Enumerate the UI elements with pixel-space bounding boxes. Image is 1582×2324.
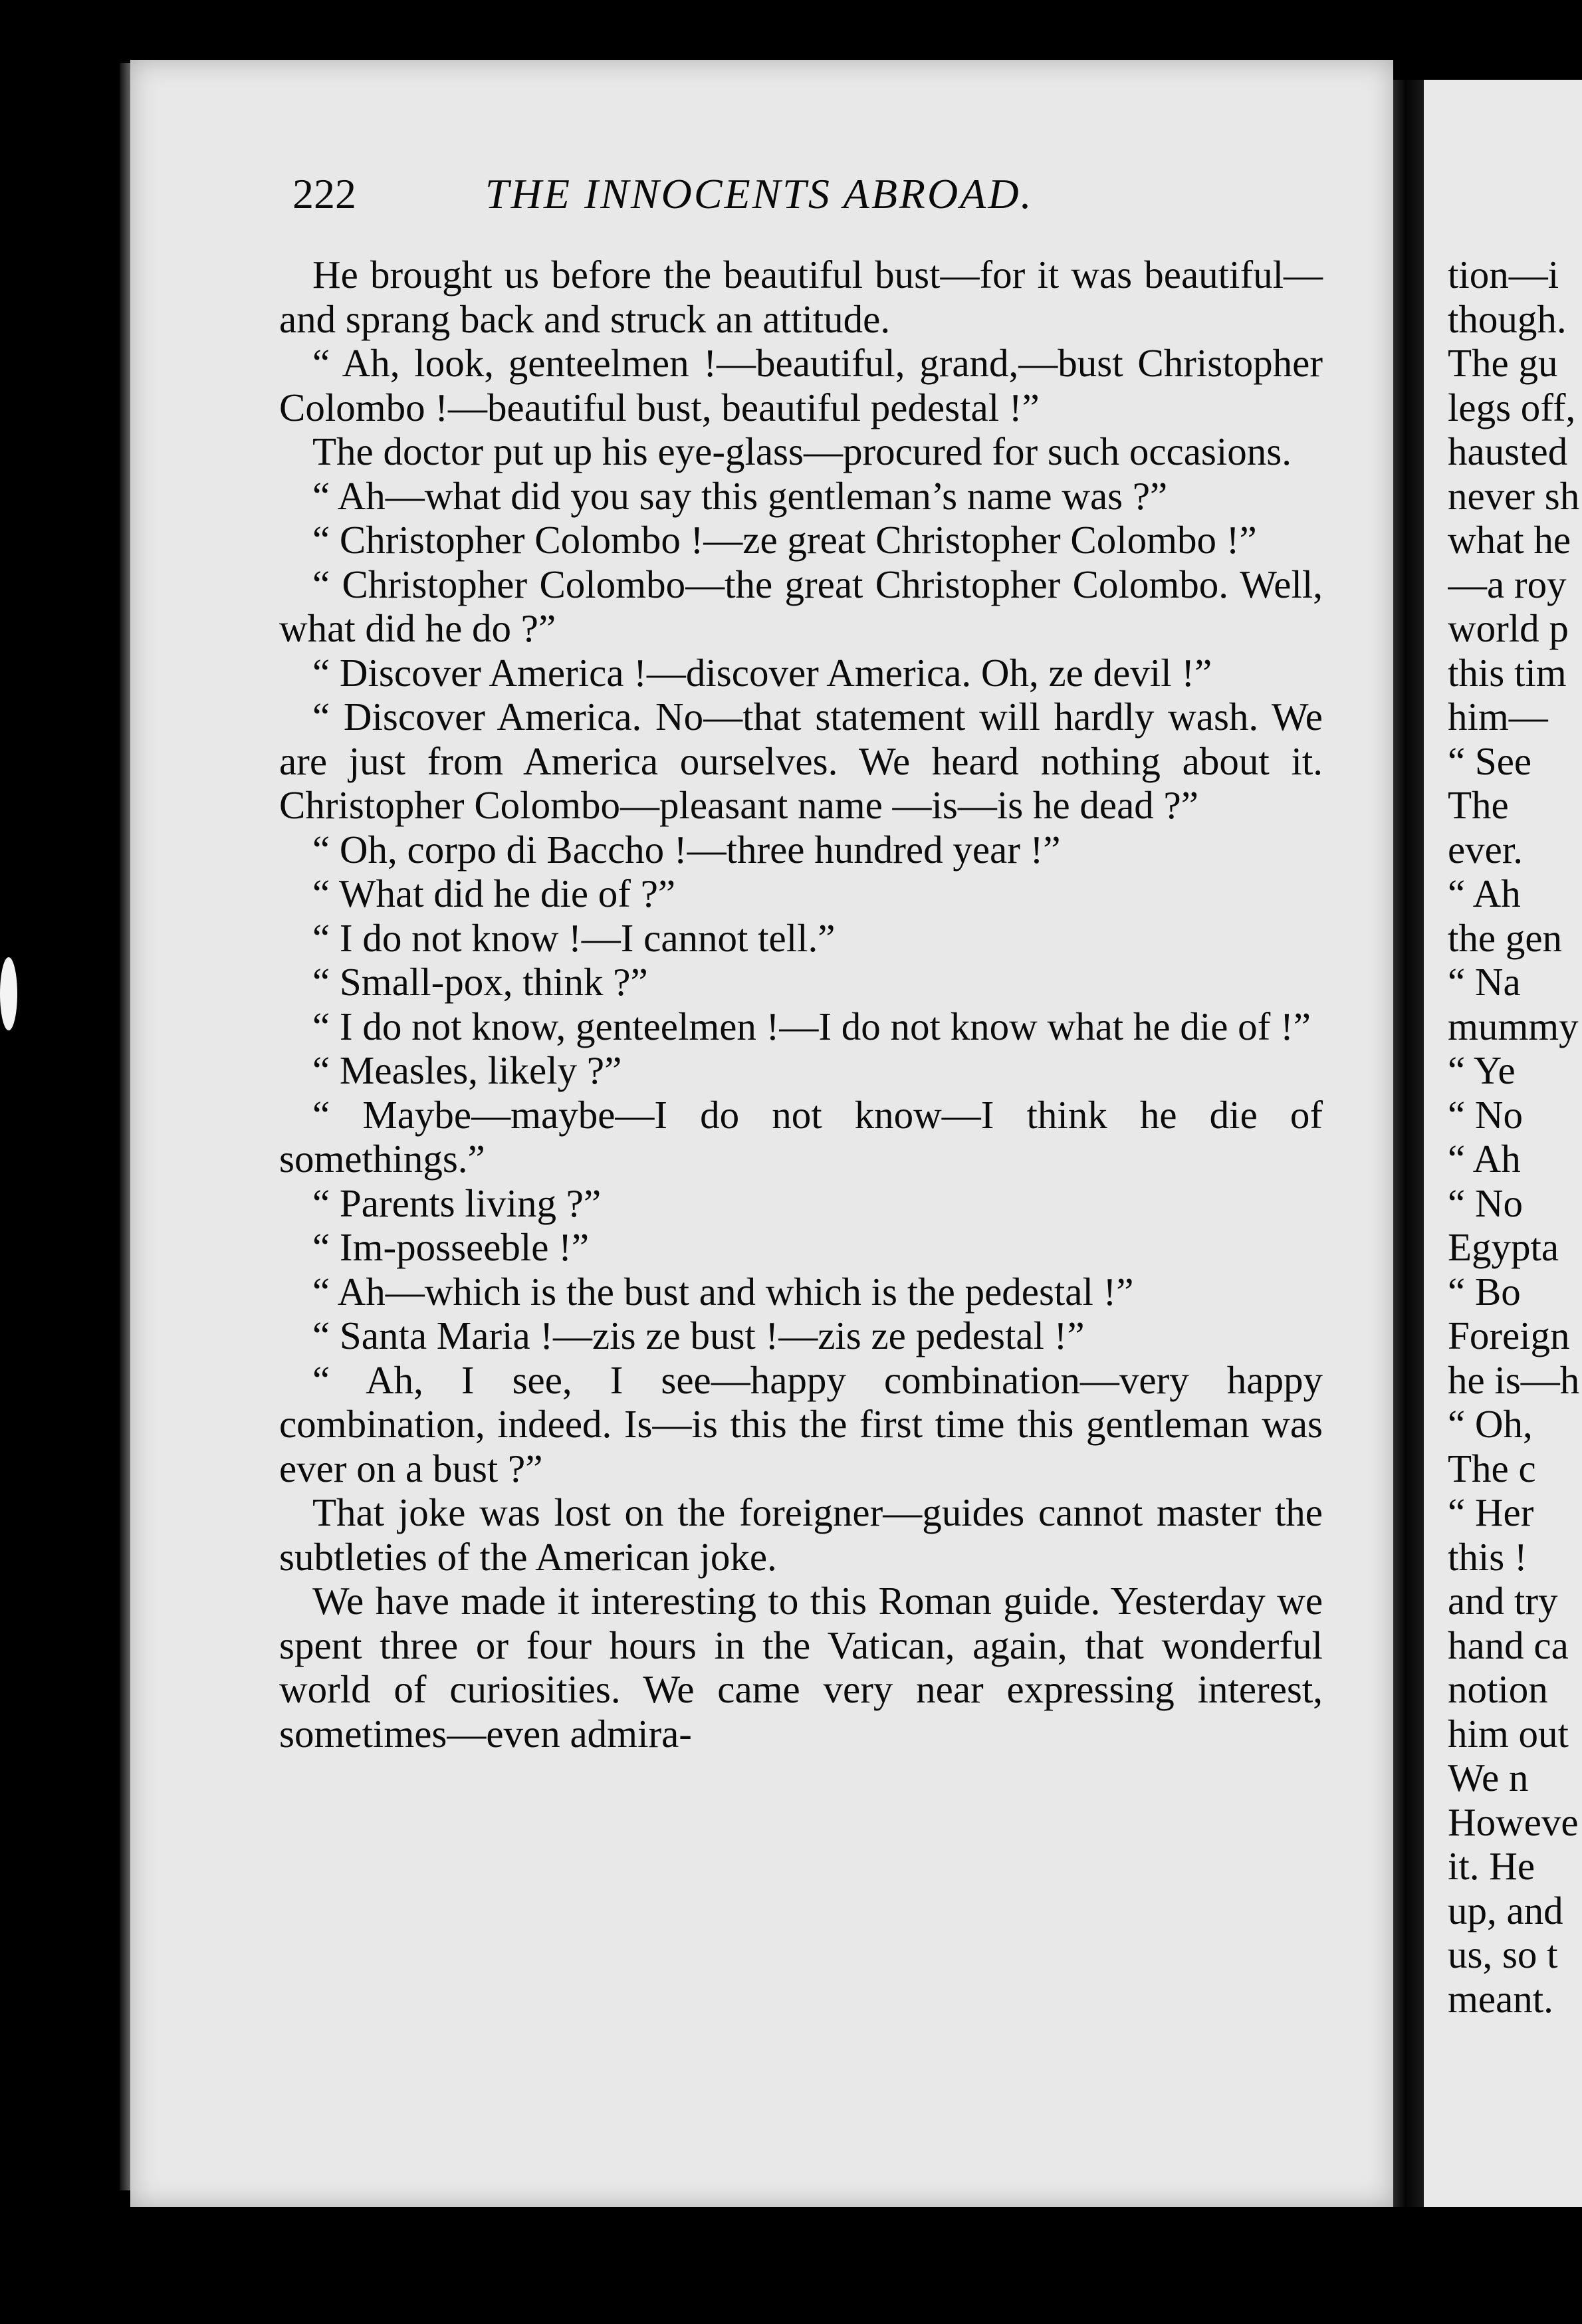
right-page-line: world p (1448, 606, 1569, 650)
right-page-line: Foreign (1448, 1314, 1570, 1357)
right-page-line: he is—h (1448, 1357, 1580, 1402)
right-page-line: what he (1448, 518, 1571, 562)
paragraph: The doctor put up his eye-glass—procured for such occasions. (312, 429, 1292, 473)
right-page-line: though. (1448, 296, 1567, 341)
right-page-line: tion—i (1448, 253, 1559, 296)
right-page-line: “ Ah (1448, 872, 1521, 915)
right-page-line: The c (1448, 1446, 1536, 1490)
right-page-line: meant. (1448, 1976, 1553, 2021)
right-page-line: ever. (1448, 827, 1524, 872)
right-page-line: “ Na (1448, 960, 1521, 1004)
right-page-line: the gen (1448, 915, 1563, 960)
paragraph: “ Ah—which is the bust and which is the pedestal !” (312, 1269, 1134, 1314)
right-page-line: him out (1448, 1711, 1569, 1756)
main-text-column (279, 253, 1323, 1756)
right-page-line: hand ca (1448, 1623, 1569, 1667)
paragraph: “ Parents living ?” (312, 1181, 602, 1225)
right-page-line: “ Her (1448, 1490, 1534, 1534)
right-page-line: “ No (1448, 1181, 1524, 1225)
paragraph: “ Measles, likely ?” (312, 1048, 622, 1092)
book-spine (1393, 80, 1424, 2207)
paragraph: “ Oh, corpo di Baccho !—three hundred year !” (312, 827, 1061, 872)
right-page-line: The gu (1448, 341, 1558, 385)
right-page-line: Egypta (1448, 1225, 1559, 1269)
paragraph: That joke was lost on the foreigner—guides cannot master the subtleties of the American joke. (279, 1490, 1323, 1579)
running-title: THE INNOCENTS ABROAD. (485, 170, 1034, 217)
paragraph: We have made it interesting to this Roman guide. Yesterday we spent three or four hours in the Vatican, again, that wonderful world of curiosities. We came very near expressing interest, sometimes—even admira- (279, 1579, 1323, 1756)
paragraph: “ Christopher Colombo—the great Christopher Colombo. Well, what did he do ?” (279, 562, 1323, 650)
paragraph: “ Christopher Colombo !—ze great Christopher Colombo !” (312, 518, 1257, 562)
right-page-line: hausted (1448, 429, 1568, 473)
right-page-line: mummy (1448, 1004, 1579, 1048)
right-page-line: notion (1448, 1667, 1548, 1711)
paragraph: “ I do not know !—I cannot tell.” (312, 915, 836, 960)
right-page-line: We n (1448, 1756, 1529, 1800)
paragraph: “ Maybe—maybe—I do not know—I think he die of somethings.” (279, 1092, 1323, 1181)
right-page-line: it. He (1448, 1844, 1535, 1888)
right-page-line: —a roy (1448, 562, 1567, 606)
paragraph: “ Ah—what did you say this gentleman’s name was ?” (312, 473, 1168, 518)
right-page-line: him— (1448, 695, 1548, 739)
paragraph: “ Discover America !—discover America. Oh, ze devil !” (312, 650, 1212, 695)
paragraph: “ Discover America. No—that statement will hardly wash. We are just from America ourselves. We heard nothing about it. Christopher Colombo—pleasant name —is—is he dead ?” (279, 695, 1323, 827)
paragraph: He brought us before the beautiful bust—for it was beautiful—and sprang back and struck an attitude. (279, 253, 1323, 341)
right-page-line: up, and (1448, 1888, 1563, 1932)
right-page-line: this ! (1448, 1534, 1527, 1579)
right-page-text-fragments (1448, 253, 1582, 2021)
right-page-line: this tim (1448, 650, 1567, 695)
right-page-line: “ Ye (1448, 1048, 1516, 1092)
right-page-line: The (1448, 783, 1509, 827)
page-number: 222 (292, 170, 356, 217)
paragraph: “ Santa Maria !—zis ze bust !—zis ze pedestal !” (312, 1314, 1085, 1357)
page-header (292, 170, 1263, 229)
scan-background-top (0, 0, 1582, 60)
right-page-line: Howeve (1448, 1800, 1579, 1844)
right-page-line: never sh (1448, 473, 1580, 518)
scan-artifact-mark (0, 957, 17, 1030)
paragraph: “ Ah, look, genteelmen !—beautiful, grand,—bust Christopher Colombo !—beautiful bust, beautiful pedestal !” (279, 341, 1323, 429)
right-page-line: “ See (1448, 739, 1532, 783)
paragraph: “ I do not know, genteelmen !—I do not know what he die of !” (312, 1004, 1311, 1048)
right-page-line: us, so t (1448, 1932, 1558, 1976)
paragraph: “ What did he die of ?” (312, 872, 676, 915)
right-page-line: “ No (1448, 1092, 1524, 1137)
right-page-line: legs off, (1448, 385, 1576, 429)
right-page-line: “ Bo (1448, 1269, 1521, 1314)
right-page-line: “ Ah (1448, 1137, 1521, 1181)
paragraph: “ Small-pox, think ?” (312, 960, 648, 1004)
right-page-line: and try (1448, 1579, 1558, 1623)
right-page-line: “ Oh, (1448, 1402, 1533, 1446)
paragraph: “ Im-posseeble !” (312, 1225, 590, 1269)
paragraph: “ Ah, I see, I see—happy combination—very happy combination, indeed. Is—is this the first time this gentleman was ever on a bust ?” (279, 1357, 1323, 1490)
